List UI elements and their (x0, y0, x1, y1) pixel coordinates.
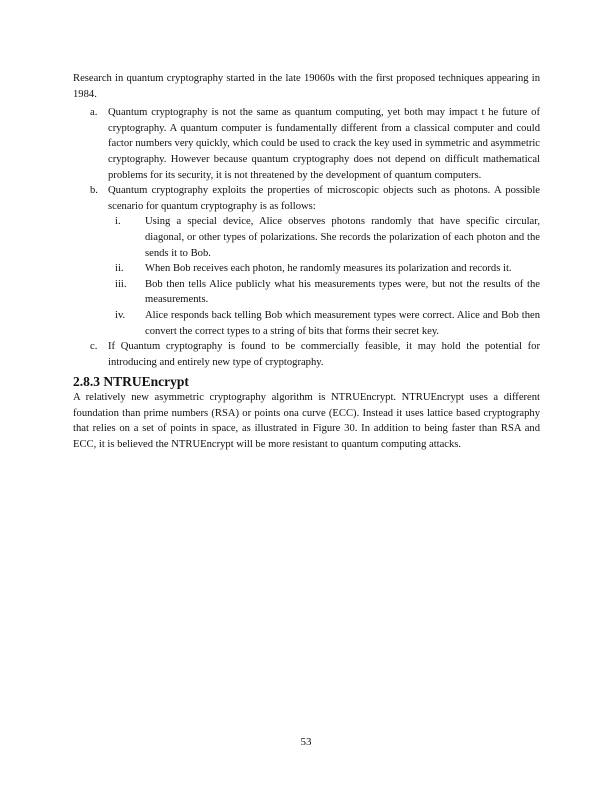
list-item-text: Quantum cryptography is not the same as quantum computing, yet both may impact t he future of cryptography. A quantum computer is fundamentally different from a classical computer and could factor numbers very quickly, which could be used to crack the key used in symmetric and asymmetric cryptography. However because quantum cryptography does not depend on difficult mathematical problems for its security, it is not threatened by the development of quantum computers. (108, 107, 540, 181)
list-marker: c. (90, 341, 98, 353)
list-marker: b. (90, 185, 98, 197)
sublist-marker: iii. (115, 278, 127, 290)
roman-sublist (108, 214, 540, 339)
page-number: 53 (300, 736, 312, 748)
list-item-c (73, 339, 540, 370)
sublist-marker: iv. (115, 309, 126, 321)
sublist-item-text: When Bob receives each photon, he randomly measures its polarization and records it. (145, 263, 512, 275)
sublist-item-text: Alice responds back telling Bob which measurement types were correct. Alice and Bob then convert the correct types to a string of bits that forms their secret key. (145, 309, 540, 337)
section-heading: 2.8.3 NTRUEncrypt (73, 374, 189, 390)
sublist-item-text: Using a special device, Alice observes photons randomly that have specific circular, diagonal, or other types of polarizations. She records the polarization of each photon and the sends it to Bob. (145, 216, 540, 259)
list-marker: a. (90, 107, 98, 119)
page-content (73, 71, 540, 453)
list-item-text: If Quantum cryptography is found to be commercially feasible, it may hold the potential for introducing and entirely new type of cryptography. (108, 341, 540, 368)
sublist-marker: ii. (115, 263, 124, 275)
sublist-item-i (108, 214, 540, 261)
section-body: A relatively new asymmetric cryptography algorithm is NTRUEncrypt. NTRUEncrypt uses a different foundation than prime numbers (RSA) or points ona curve (ECC). Instead it uses lattice based cryptography that relies on a set of points in space, as illustrated in Figure 30. In addition to being faster than RSA and ECC, it is believed the NTRUEncrypt will be more resistant to quantum computing attacks. (73, 392, 540, 451)
sublist-item-text: Bob then tells Alice publicly what his measurements types were, but not the results of the measurements. (145, 278, 540, 306)
intro-paragraph: Research in quantum cryptography started in the late 19060s with the first proposed techniques appearing in 1984. (73, 73, 540, 100)
sublist-item-ii (108, 261, 540, 277)
list-item-a (73, 105, 540, 183)
sublist-item-iii (108, 277, 540, 308)
list-item-b (73, 183, 540, 339)
lettered-list (73, 105, 540, 370)
list-item-text: Quantum cryptography exploits the properties of microscopic objects such as photons. A possible scenario for quantum cryptography is as follows: (108, 185, 540, 212)
sublist-marker: i. (115, 216, 121, 228)
sublist-item-iv (108, 308, 540, 339)
